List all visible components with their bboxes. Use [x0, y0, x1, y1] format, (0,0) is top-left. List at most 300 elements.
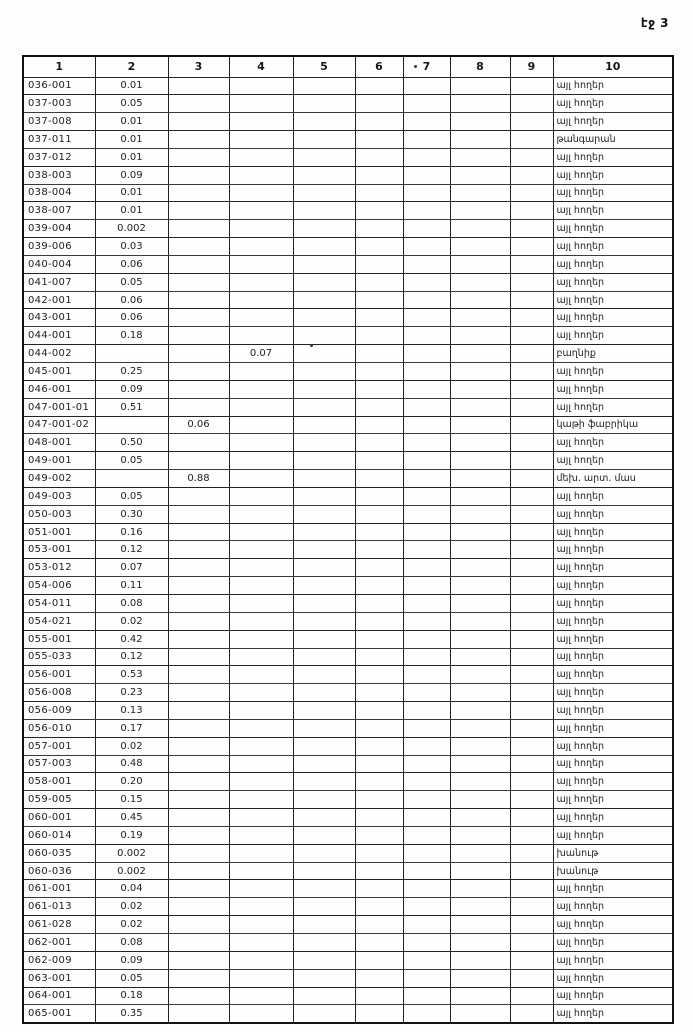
page-number-label: էջ 3: [640, 16, 669, 30]
value-cell: [229, 737, 293, 755]
value-cell: [355, 612, 403, 630]
value-cell: [450, 113, 510, 131]
value-cell: [168, 987, 229, 1005]
parcel-code-cell: 047-001-02: [23, 416, 95, 434]
table-row: [23, 916, 673, 934]
value-cell: [450, 220, 510, 238]
parcel-code-cell: 037-008: [23, 113, 95, 131]
value-cell: [403, 327, 450, 345]
value-cell: [168, 862, 229, 880]
value-cell: [403, 505, 450, 523]
value-cell: [450, 380, 510, 398]
land-use-cell: թանգարան: [553, 131, 673, 149]
value-cell: [293, 523, 355, 541]
value-cell: [510, 380, 553, 398]
value-cell: 0.05: [95, 273, 168, 291]
land-use-cell: բաղնիք: [553, 345, 673, 363]
value-cell: [229, 505, 293, 523]
value-cell: [450, 666, 510, 684]
parcel-code-cell: 049-003: [23, 487, 95, 505]
value-cell: [510, 398, 553, 416]
value-cell: [355, 773, 403, 791]
value-cell: [293, 77, 355, 95]
value-cell: [403, 880, 450, 898]
value-cell: [355, 487, 403, 505]
parcel-code-cell: 063-001: [23, 969, 95, 987]
value-cell: [168, 291, 229, 309]
table-row: [23, 398, 673, 416]
land-use-cell: այլ հողեր: [553, 951, 673, 969]
value-cell: 0.02: [95, 898, 168, 916]
value-cell: 0.12: [95, 541, 168, 559]
value-cell: [229, 113, 293, 131]
value-cell: [229, 380, 293, 398]
table-row: [23, 755, 673, 773]
value-cell: [510, 612, 553, 630]
parcel-code-cell: 065-001: [23, 1005, 95, 1023]
value-cell: [355, 844, 403, 862]
value-cell: [403, 826, 450, 844]
value-cell: 0.51: [95, 398, 168, 416]
value-cell: 0.16: [95, 523, 168, 541]
parcel-code-cell: 044-002: [23, 345, 95, 363]
value-cell: 0.02: [95, 737, 168, 755]
value-cell: [229, 666, 293, 684]
value-cell: [510, 220, 553, 238]
table-row: [23, 648, 673, 666]
land-use-cell: խանութ: [553, 862, 673, 880]
value-cell: [168, 327, 229, 345]
value-cell: [403, 184, 450, 202]
table-row: [23, 416, 673, 434]
value-cell: 0.15: [95, 791, 168, 809]
table-row: [23, 363, 673, 381]
value-cell: [293, 898, 355, 916]
value-cell: [293, 791, 355, 809]
table-row: [23, 1005, 673, 1023]
value-cell: [510, 291, 553, 309]
value-cell: [355, 77, 403, 95]
land-use-cell: այլ հողեր: [553, 969, 673, 987]
value-cell: [450, 166, 510, 184]
value-cell: [510, 255, 553, 273]
parcel-code-cell: 057-003: [23, 755, 95, 773]
table-row: [23, 987, 673, 1005]
value-cell: [450, 363, 510, 381]
land-use-cell: կաթի ֆաբրիկա: [553, 416, 673, 434]
value-cell: [229, 612, 293, 630]
value-cell: 0.002: [95, 220, 168, 238]
value-cell: [293, 434, 355, 452]
value-cell: [168, 77, 229, 95]
value-cell: [355, 826, 403, 844]
value-cell: [355, 363, 403, 381]
value-cell: [229, 255, 293, 273]
parcel-code-cell: 061-028: [23, 916, 95, 934]
value-cell: [403, 452, 450, 470]
value-cell: 0.01: [95, 77, 168, 95]
value-cell: [403, 416, 450, 434]
value-cell: [510, 648, 553, 666]
value-cell: [450, 969, 510, 987]
value-cell: 0.01: [95, 148, 168, 166]
value-cell: [510, 773, 553, 791]
value-cell: [293, 1005, 355, 1023]
table-row: [23, 773, 673, 791]
table-row: [23, 148, 673, 166]
parcel-code-cell: 049-002: [23, 470, 95, 488]
table-row: [23, 131, 673, 149]
value-cell: [403, 791, 450, 809]
value-cell: [450, 273, 510, 291]
value-cell: [293, 951, 355, 969]
value-cell: [450, 309, 510, 327]
land-use-cell: այլ հողեր: [553, 95, 673, 113]
value-cell: [355, 666, 403, 684]
value-cell: [403, 255, 450, 273]
value-cell: [168, 309, 229, 327]
value-cell: [450, 470, 510, 488]
table-row: [23, 184, 673, 202]
value-cell: [355, 345, 403, 363]
value-cell: [229, 880, 293, 898]
value-cell: [293, 844, 355, 862]
land-use-cell: այլ հողեր: [553, 238, 673, 256]
value-cell: 0.05: [95, 95, 168, 113]
parcel-code-cell: 050-003: [23, 505, 95, 523]
value-cell: [229, 273, 293, 291]
parcel-code-cell: 036-001: [23, 77, 95, 95]
land-use-cell: այլ հողեր: [553, 202, 673, 220]
value-cell: [510, 202, 553, 220]
parcel-code-cell: 060-001: [23, 809, 95, 827]
value-cell: [355, 809, 403, 827]
value-cell: [355, 684, 403, 702]
value-cell: [293, 809, 355, 827]
value-cell: [403, 702, 450, 720]
table-row: [23, 380, 673, 398]
parcel-code-cell: 037-011: [23, 131, 95, 149]
value-cell: [450, 1005, 510, 1023]
value-cell: [450, 951, 510, 969]
parcel-code-cell: 047-001-01: [23, 398, 95, 416]
value-cell: [510, 684, 553, 702]
table-row: [23, 327, 673, 345]
value-cell: [293, 934, 355, 952]
land-use-cell: այլ հողեր: [553, 898, 673, 916]
table-row: [23, 791, 673, 809]
parcel-code-cell: 051-001: [23, 523, 95, 541]
table-row: [23, 862, 673, 880]
value-cell: [510, 523, 553, 541]
value-cell: 0.35: [95, 1005, 168, 1023]
value-cell: [510, 238, 553, 256]
table-header-row: [23, 56, 673, 77]
land-use-cell: այլ հողեր: [553, 291, 673, 309]
value-cell: [450, 809, 510, 827]
land-use-cell: այլ հողեր: [553, 934, 673, 952]
value-cell: [403, 648, 450, 666]
value-cell: [293, 541, 355, 559]
land-use-cell: այլ հողեր: [553, 77, 673, 95]
value-cell: [403, 398, 450, 416]
value-cell: [403, 380, 450, 398]
column-header-1: 1: [23, 56, 95, 77]
table-row: [23, 77, 673, 95]
value-cell: [229, 577, 293, 595]
value-cell: [168, 255, 229, 273]
value-cell: [293, 755, 355, 773]
value-cell: [403, 291, 450, 309]
value-cell: [95, 416, 168, 434]
value-cell: [293, 238, 355, 256]
value-cell: [355, 737, 403, 755]
value-cell: [450, 327, 510, 345]
table-row: [23, 238, 673, 256]
value-cell: [168, 398, 229, 416]
value-cell: [355, 131, 403, 149]
table-row: [23, 166, 673, 184]
table-row: [23, 113, 673, 131]
value-cell: 0.18: [95, 327, 168, 345]
value-cell: [510, 594, 553, 612]
parcel-code-cell: 039-004: [23, 220, 95, 238]
value-cell: [510, 148, 553, 166]
parcel-code-cell: 056-009: [23, 702, 95, 720]
value-cell: [450, 594, 510, 612]
value-cell: [510, 131, 553, 149]
value-cell: [355, 541, 403, 559]
value-cell: [450, 345, 510, 363]
value-cell: [168, 487, 229, 505]
parcel-code-cell: 046-001: [23, 380, 95, 398]
value-cell: [403, 220, 450, 238]
value-cell: [355, 862, 403, 880]
parcel-code-cell: 038-004: [23, 184, 95, 202]
value-cell: [450, 934, 510, 952]
value-cell: [229, 291, 293, 309]
table-row: [23, 559, 673, 577]
value-cell: [168, 166, 229, 184]
land-use-cell: այլ հողեր: [553, 719, 673, 737]
value-cell: [229, 452, 293, 470]
column-header-2: 2: [95, 56, 168, 77]
value-cell: [510, 880, 553, 898]
value-cell: [403, 487, 450, 505]
value-cell: [293, 630, 355, 648]
value-cell: [403, 612, 450, 630]
value-cell: [229, 791, 293, 809]
value-cell: 0.13: [95, 702, 168, 720]
value-cell: [403, 77, 450, 95]
value-cell: [450, 719, 510, 737]
value-cell: [355, 969, 403, 987]
value-cell: [293, 166, 355, 184]
parcel-code-cell: 043-001: [23, 309, 95, 327]
table-row: [23, 220, 673, 238]
land-use-cell: այլ հողեր: [553, 737, 673, 755]
parcel-code-cell: 054-021: [23, 612, 95, 630]
value-cell: [403, 916, 450, 934]
value-cell: 0.09: [95, 951, 168, 969]
table-row: [23, 612, 673, 630]
table-row: [23, 434, 673, 452]
land-use-cell: այլ հողեր: [553, 113, 673, 131]
value-cell: [168, 951, 229, 969]
value-cell: [403, 951, 450, 969]
value-cell: [510, 916, 553, 934]
value-cell: [450, 987, 510, 1005]
value-cell: [355, 184, 403, 202]
value-cell: [450, 434, 510, 452]
table-row: [23, 291, 673, 309]
value-cell: 0.09: [95, 166, 168, 184]
value-cell: [355, 95, 403, 113]
table-row: [23, 577, 673, 595]
value-cell: [168, 594, 229, 612]
value-cell: [403, 470, 450, 488]
table-row: [23, 95, 673, 113]
table-row: [23, 844, 673, 862]
value-cell: [168, 523, 229, 541]
parcel-code-cell: 055-033: [23, 648, 95, 666]
table-row: [23, 684, 673, 702]
land-use-cell: այլ հողեր: [553, 1005, 673, 1023]
value-cell: [510, 702, 553, 720]
value-cell: [403, 273, 450, 291]
value-cell: 0.07: [229, 345, 293, 363]
value-cell: [355, 916, 403, 934]
value-cell: 0.12: [95, 648, 168, 666]
value-cell: [450, 95, 510, 113]
value-cell: [168, 630, 229, 648]
value-cell: [403, 773, 450, 791]
table-row: [23, 505, 673, 523]
parcel-code-cell: 038-003: [23, 166, 95, 184]
value-cell: [229, 898, 293, 916]
value-cell: [450, 916, 510, 934]
land-use-cell: այլ հողեր: [553, 398, 673, 416]
value-cell: [450, 862, 510, 880]
parcel-code-cell: 056-010: [23, 719, 95, 737]
value-cell: [293, 487, 355, 505]
value-cell: [293, 380, 355, 398]
value-cell: [229, 987, 293, 1005]
value-cell: [355, 291, 403, 309]
parcel-code-cell: 057-001: [23, 737, 95, 755]
value-cell: [293, 987, 355, 1005]
value-cell: [510, 470, 553, 488]
parcel-code-cell: 053-001: [23, 541, 95, 559]
land-use-cell: այլ հողեր: [553, 273, 673, 291]
value-cell: [168, 184, 229, 202]
value-cell: [450, 755, 510, 773]
value-cell: [450, 148, 510, 166]
value-cell: [403, 148, 450, 166]
value-cell: [168, 755, 229, 773]
value-cell: [229, 95, 293, 113]
value-cell: [229, 184, 293, 202]
value-cell: [355, 987, 403, 1005]
table-row: [23, 594, 673, 612]
value-cell: [293, 95, 355, 113]
parcel-code-cell: 054-006: [23, 577, 95, 595]
value-cell: [229, 719, 293, 737]
value-cell: [168, 737, 229, 755]
value-cell: [355, 702, 403, 720]
value-cell: [450, 77, 510, 95]
value-cell: 0.17: [95, 719, 168, 737]
value-cell: [355, 220, 403, 238]
value-cell: [229, 363, 293, 381]
scan-noise-dot: [310, 344, 313, 347]
value-cell: [229, 131, 293, 149]
value-cell: [403, 95, 450, 113]
value-cell: [403, 987, 450, 1005]
value-cell: [229, 470, 293, 488]
land-use-cell: այլ հողեր: [553, 612, 673, 630]
value-cell: [355, 255, 403, 273]
land-use-cell: այլ հողեր: [553, 309, 673, 327]
value-cell: [450, 684, 510, 702]
value-cell: [229, 755, 293, 773]
table-row: [23, 470, 673, 488]
value-cell: [510, 273, 553, 291]
value-cell: [293, 220, 355, 238]
value-cell: [510, 345, 553, 363]
value-cell: [403, 1005, 450, 1023]
value-cell: [403, 434, 450, 452]
land-use-cell: այլ հողեր: [553, 702, 673, 720]
value-cell: [229, 559, 293, 577]
value-cell: [510, 434, 553, 452]
value-cell: [168, 363, 229, 381]
value-cell: [168, 345, 229, 363]
land-use-cell: այլ հողեր: [553, 880, 673, 898]
value-cell: [355, 523, 403, 541]
value-cell: [355, 791, 403, 809]
value-cell: 0.03: [95, 238, 168, 256]
value-cell: [293, 309, 355, 327]
value-cell: [229, 826, 293, 844]
value-cell: [510, 844, 553, 862]
value-cell: [403, 719, 450, 737]
value-cell: [403, 113, 450, 131]
value-cell: [450, 559, 510, 577]
value-cell: [293, 684, 355, 702]
value-cell: [168, 202, 229, 220]
value-cell: [450, 416, 510, 434]
land-use-cell: այլ հողեր: [553, 826, 673, 844]
land-use-cell: այլ հողեր: [553, 148, 673, 166]
value-cell: [510, 987, 553, 1005]
value-cell: 0.20: [95, 773, 168, 791]
value-cell: [229, 220, 293, 238]
value-cell: [450, 612, 510, 630]
value-cell: [293, 398, 355, 416]
value-cell: [229, 541, 293, 559]
value-cell: [510, 113, 553, 131]
value-cell: [293, 470, 355, 488]
value-cell: 0.05: [95, 969, 168, 987]
land-use-cell: այլ հողեր: [553, 434, 673, 452]
land-use-cell: այլ հողեր: [553, 541, 673, 559]
table-row: [23, 202, 673, 220]
value-cell: [450, 398, 510, 416]
table-row: [23, 255, 673, 273]
value-cell: [403, 969, 450, 987]
value-cell: [168, 380, 229, 398]
